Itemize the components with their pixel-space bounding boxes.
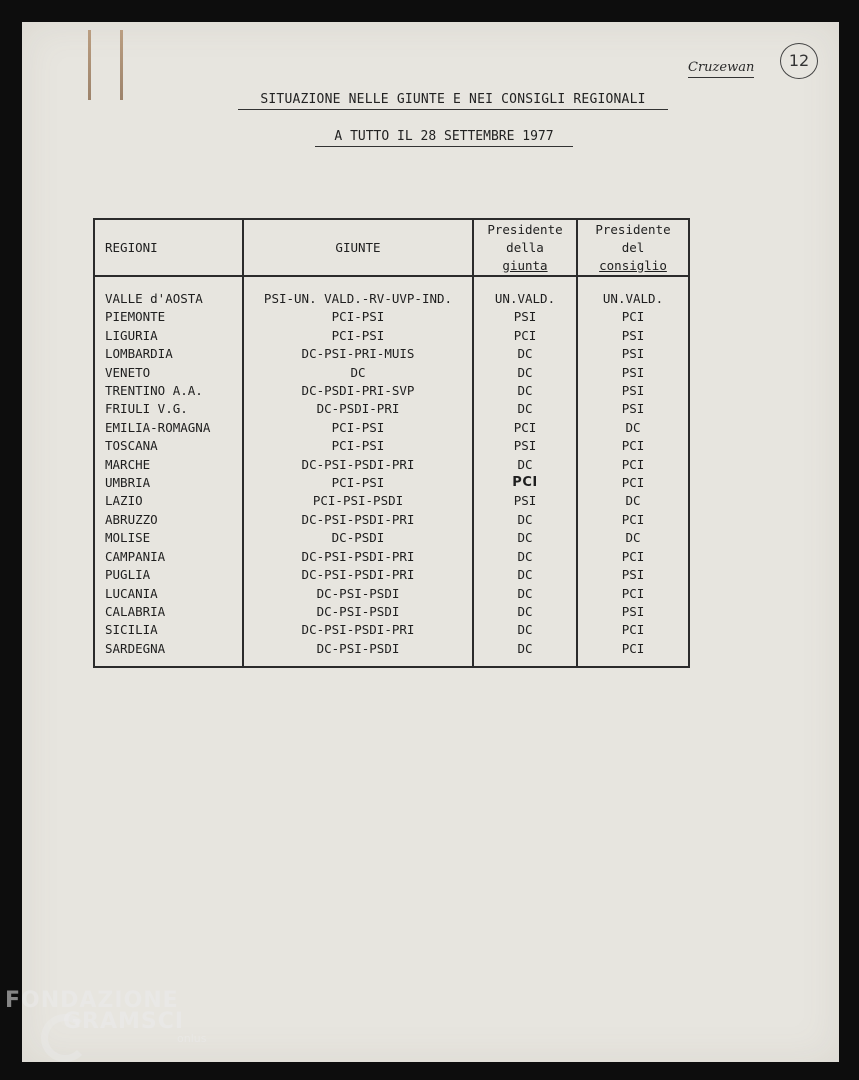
cell-presidente-giunta: DC bbox=[473, 548, 577, 566]
cell-presidente-giunta: DC bbox=[473, 364, 577, 382]
table-row bbox=[94, 640, 689, 667]
header-giunte: GIUNTE bbox=[243, 219, 473, 276]
header-regioni: REGIONI bbox=[94, 219, 243, 276]
cell-giunta: DC-PSI-PSDI-PRI bbox=[243, 621, 473, 639]
staple-mark bbox=[88, 30, 91, 100]
cell-presidente-giunta: DC bbox=[473, 603, 577, 621]
cell-presidente-giunta: DC bbox=[473, 400, 577, 418]
cell-presidente-giunta: PSI bbox=[473, 437, 577, 455]
cell-presidente-giunta: DC bbox=[473, 382, 577, 400]
table-row bbox=[94, 419, 689, 437]
cell-regione: VENETO bbox=[94, 364, 243, 382]
cell-regione: LOMBARDIA bbox=[94, 345, 243, 363]
cell-presidente-consiglio: PCI bbox=[577, 437, 689, 455]
table-row bbox=[94, 437, 689, 455]
cell-giunta: DC-PSDI bbox=[243, 529, 473, 547]
cell-giunta: PCI-PSI bbox=[243, 419, 473, 437]
staple-mark bbox=[120, 30, 123, 100]
table-row bbox=[94, 529, 689, 547]
cell-giunta: PCI-PSI bbox=[243, 327, 473, 345]
cell-regione: EMILIA-ROMAGNA bbox=[94, 419, 243, 437]
table-row bbox=[94, 345, 689, 363]
cell-giunta: DC-PSI-PSDI-PRI bbox=[243, 456, 473, 474]
cell-giunta: PCI-PSI-PSDI bbox=[243, 492, 473, 510]
cell-giunta: DC-PSDI-PRI bbox=[243, 400, 473, 418]
table-row bbox=[94, 382, 689, 400]
table-row bbox=[94, 585, 689, 603]
cell-regione: SARDEGNA bbox=[94, 640, 243, 667]
cell-presidente-consiglio: PSI bbox=[577, 603, 689, 621]
table-header-row bbox=[94, 219, 689, 276]
cell-presidente-consiglio: PCI bbox=[577, 548, 689, 566]
watermark-line: onlus bbox=[177, 1032, 207, 1045]
table-row bbox=[94, 400, 689, 418]
table-row bbox=[94, 456, 689, 474]
table-row bbox=[94, 511, 689, 529]
table-row bbox=[94, 327, 689, 345]
document-title: SITUAZIONE NELLE GIUNTE E NEI CONSIGLI REGIONALI bbox=[238, 92, 668, 110]
cell-regione: LIGURIA bbox=[94, 327, 243, 345]
table-row bbox=[94, 621, 689, 639]
header-line: del bbox=[621, 239, 645, 255]
cell-presidente-consiglio: PCI bbox=[577, 308, 689, 326]
cell-regione: PUGLIA bbox=[94, 566, 243, 584]
table-row bbox=[94, 474, 689, 492]
cell-presidente-giunta: DC bbox=[473, 529, 577, 547]
cell-regione: UMBRIA bbox=[94, 474, 243, 492]
watermark-logo bbox=[5, 988, 225, 1045]
cell-regione: SICILIA bbox=[94, 621, 243, 639]
table-row bbox=[94, 308, 689, 326]
cell-regione: MOLISE bbox=[94, 529, 243, 547]
cell-regione: CALABRIA bbox=[94, 603, 243, 621]
table-row bbox=[94, 276, 689, 308]
table-row bbox=[94, 364, 689, 382]
cell-presidente-consiglio: PSI bbox=[577, 364, 689, 382]
cell-presidente-giunta: DC bbox=[473, 621, 577, 639]
cell-giunta: DC-PSI-PSDI bbox=[243, 585, 473, 603]
cell-presidente-giunta: PSI bbox=[473, 308, 577, 326]
table-row bbox=[94, 548, 689, 566]
cell-regione: CAMPANIA bbox=[94, 548, 243, 566]
cell-regione: MARCHE bbox=[94, 456, 243, 474]
cell-regione: TRENTINO A.A. bbox=[94, 382, 243, 400]
cell-presidente-consiglio: DC bbox=[577, 529, 689, 547]
cell-presidente-consiglio: PSI bbox=[577, 400, 689, 418]
cell-giunta: DC-PSI-PSDI-PRI bbox=[243, 548, 473, 566]
cell-presidente-giunta: DC bbox=[473, 456, 577, 474]
cell-giunta: PCI-PSI bbox=[243, 474, 473, 492]
table-row bbox=[94, 566, 689, 584]
cell-presidente-consiglio: PCI bbox=[577, 511, 689, 529]
header-line: Presidente bbox=[595, 221, 671, 237]
cell-presidente-giunta: PCI bbox=[473, 474, 577, 492]
cell-regione: FRIULI V.G. bbox=[94, 400, 243, 418]
cell-regione: TOSCANA bbox=[94, 437, 243, 455]
cell-giunta: DC-PSDI-PRI-SVP bbox=[243, 382, 473, 400]
cell-presidente-giunta: DC bbox=[473, 566, 577, 584]
cell-giunta: DC-PSI-PRI-MUIS bbox=[243, 345, 473, 363]
cell-presidente-consiglio: DC bbox=[577, 492, 689, 510]
regional-table bbox=[93, 218, 690, 668]
header-presidente-consiglio bbox=[577, 219, 689, 276]
cell-giunta: DC-PSI-PSDI-PRI bbox=[243, 511, 473, 529]
cell-presidente-consiglio: PSI bbox=[577, 382, 689, 400]
cell-presidente-consiglio: PCI bbox=[577, 640, 689, 667]
cell-presidente-consiglio: PSI bbox=[577, 566, 689, 584]
cell-presidente-consiglio: PCI bbox=[577, 474, 689, 492]
header-line: Presidente bbox=[487, 221, 563, 237]
cell-presidente-consiglio: PCI bbox=[577, 621, 689, 639]
table-body bbox=[94, 276, 689, 667]
cell-presidente-consiglio: PCI bbox=[577, 456, 689, 474]
watermark-line: FONDAZIONE bbox=[5, 988, 179, 1013]
watermark-line: GRAMSCI bbox=[63, 1009, 185, 1034]
cell-regione: ABRUZZO bbox=[94, 511, 243, 529]
table-row bbox=[94, 492, 689, 510]
cell-presidente-giunta: UN.VALD. bbox=[473, 276, 577, 308]
cell-giunta: DC-PSI-PSDI-PRI bbox=[243, 566, 473, 584]
cell-giunta: DC-PSI-PSDI bbox=[243, 603, 473, 621]
cell-regione: VALLE d'AOSTA bbox=[94, 276, 243, 308]
handwritten-note: Cruzewan bbox=[688, 60, 754, 78]
cell-giunta: PCI-PSI bbox=[243, 437, 473, 455]
document-subtitle: A TUTTO IL 28 SETTEMBRE 1977 bbox=[315, 129, 573, 147]
cell-presidente-consiglio: PCI bbox=[577, 585, 689, 603]
cell-giunta: PSI-UN. VALD.-RV-UVP-IND. bbox=[243, 276, 473, 308]
cell-presidente-giunta: DC bbox=[473, 640, 577, 667]
cell-regione: LUCANIA bbox=[94, 585, 243, 603]
header-line: consiglio bbox=[599, 257, 667, 273]
header-line: giunta bbox=[502, 257, 548, 273]
cell-presidente-giunta: DC bbox=[473, 345, 577, 363]
cell-presidente-giunta: DC bbox=[473, 511, 577, 529]
cell-regione: PIEMONTE bbox=[94, 308, 243, 326]
cell-presidente-giunta: PSI bbox=[473, 492, 577, 510]
cell-presidente-consiglio: PSI bbox=[577, 345, 689, 363]
cell-presidente-consiglio: PSI bbox=[577, 327, 689, 345]
cell-presidente-giunta: PCI bbox=[473, 327, 577, 345]
cell-giunta: PCI-PSI bbox=[243, 308, 473, 326]
cell-presidente-giunta: DC bbox=[473, 585, 577, 603]
cell-presidente-consiglio: DC bbox=[577, 419, 689, 437]
page-number: 12 bbox=[780, 43, 818, 79]
cell-giunta: DC bbox=[243, 364, 473, 382]
table-row bbox=[94, 603, 689, 621]
cell-presidente-giunta: PCI bbox=[473, 419, 577, 437]
header-presidente-giunta bbox=[473, 219, 577, 276]
header-line: della bbox=[506, 239, 544, 255]
cell-presidente-consiglio: UN.VALD. bbox=[577, 276, 689, 308]
g-logo-icon bbox=[41, 1014, 89, 1062]
cell-giunta: DC-PSI-PSDI bbox=[243, 640, 473, 667]
cell-regione: LAZIO bbox=[94, 492, 243, 510]
